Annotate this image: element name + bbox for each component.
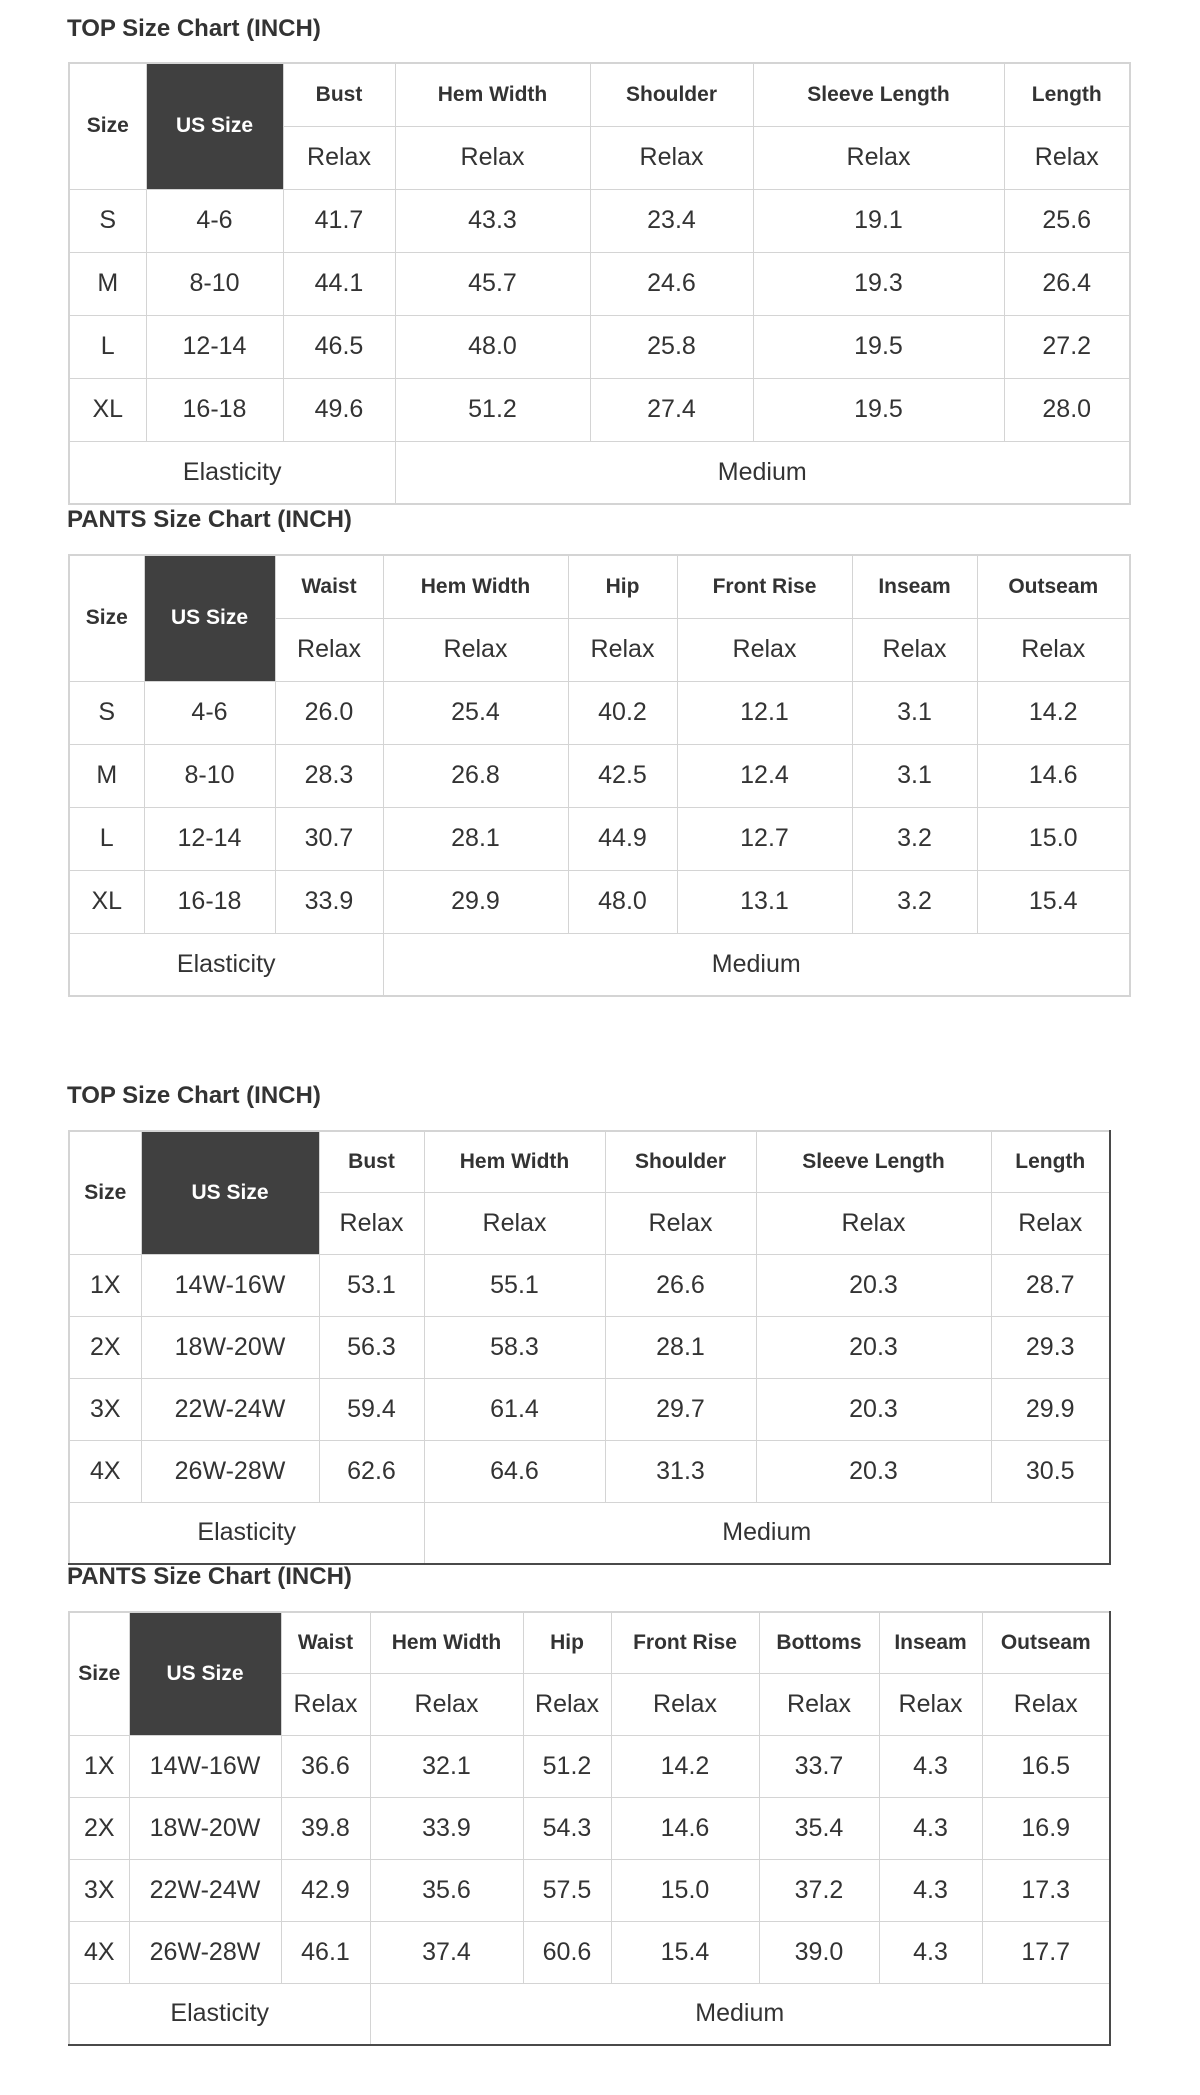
size-cell: 1X	[69, 1735, 129, 1797]
value-cell: 14.6	[611, 1797, 759, 1859]
column-header: Outseam	[982, 1612, 1110, 1673]
value-cell: 29.3	[991, 1316, 1110, 1378]
value-cell: 15.4	[977, 870, 1130, 933]
column-header: Bust	[319, 1131, 424, 1192]
value-cell: 48.0	[568, 870, 677, 933]
value-cell: 25.6	[1004, 189, 1130, 252]
value-cell: 35.6	[370, 1859, 523, 1921]
fit-label: Relax	[1004, 126, 1130, 189]
column-header: Sleeve Length	[753, 63, 1004, 126]
column-header: Waist	[281, 1612, 370, 1673]
us-size-header: US Size	[129, 1612, 281, 1735]
size-header: Size	[69, 1131, 141, 1254]
value-cell: 45.7	[395, 252, 590, 315]
value-cell: 62.6	[319, 1440, 424, 1502]
value-cell: 25.4	[383, 681, 568, 744]
value-cell: 58.3	[424, 1316, 605, 1378]
chart-title: PANTS Size Chart (INCH)	[67, 506, 352, 533]
fit-label: Relax	[991, 1192, 1110, 1254]
size-table	[68, 554, 1131, 997]
value-cell: 17.7	[982, 1921, 1110, 1983]
us-size-cell: 16-18	[144, 870, 275, 933]
column-header: Hem Width	[395, 63, 590, 126]
us-size-cell: 4-6	[146, 189, 283, 252]
chart-title: TOP Size Chart (INCH)	[67, 1082, 321, 1109]
size-table	[68, 1130, 1111, 1565]
column-header: Shoulder	[590, 63, 753, 126]
value-cell: 16.5	[982, 1735, 1110, 1797]
value-cell: 37.2	[759, 1859, 879, 1921]
size-cell: M	[69, 252, 146, 315]
column-header: Front Rise	[611, 1612, 759, 1673]
value-cell: 40.2	[568, 681, 677, 744]
value-cell: 31.3	[605, 1440, 756, 1502]
value-cell: 36.6	[281, 1735, 370, 1797]
us-size-cell: 22W-24W	[141, 1378, 319, 1440]
value-cell: 14.2	[611, 1735, 759, 1797]
fit-label: Relax	[611, 1673, 759, 1735]
fit-label: Relax	[759, 1673, 879, 1735]
value-cell: 55.1	[424, 1254, 605, 1316]
value-cell: 26.6	[605, 1254, 756, 1316]
column-header: Sleeve Length	[756, 1131, 991, 1192]
us-size-cell: 12-14	[146, 315, 283, 378]
fit-label: Relax	[756, 1192, 991, 1254]
column-header: Length	[991, 1131, 1110, 1192]
size-cell: 3X	[69, 1859, 129, 1921]
us-size-cell: 8-10	[146, 252, 283, 315]
value-cell: 20.3	[756, 1316, 991, 1378]
column-header: Inseam	[852, 555, 977, 618]
value-cell: 16.9	[982, 1797, 1110, 1859]
elasticity-label: Elasticity	[69, 1502, 424, 1564]
value-cell: 19.5	[753, 315, 1004, 378]
value-cell: 27.4	[590, 378, 753, 441]
value-cell: 3.2	[852, 807, 977, 870]
size-cell: S	[69, 189, 146, 252]
value-cell: 17.3	[982, 1859, 1110, 1921]
table-row	[69, 1254, 1110, 1316]
elasticity-row	[69, 1983, 1110, 2045]
fit-label: Relax	[753, 126, 1004, 189]
value-cell: 27.2	[1004, 315, 1130, 378]
table-row	[69, 744, 1130, 807]
value-cell: 44.9	[568, 807, 677, 870]
value-cell: 57.5	[523, 1859, 611, 1921]
fit-label: Relax	[395, 126, 590, 189]
table-row	[69, 378, 1130, 441]
value-cell: 19.1	[753, 189, 1004, 252]
us-size-cell: 14W-16W	[129, 1735, 281, 1797]
us-size-cell: 18W-20W	[129, 1797, 281, 1859]
value-cell: 4.3	[879, 1859, 982, 1921]
value-cell: 59.4	[319, 1378, 424, 1440]
table-row	[69, 252, 1130, 315]
fit-label: Relax	[590, 126, 753, 189]
value-cell: 30.7	[275, 807, 383, 870]
value-cell: 60.6	[523, 1921, 611, 1983]
value-cell: 15.4	[611, 1921, 759, 1983]
value-cell: 4.3	[879, 1797, 982, 1859]
value-cell: 20.3	[756, 1254, 991, 1316]
value-cell: 44.1	[283, 252, 395, 315]
fit-label: Relax	[523, 1673, 611, 1735]
size-header: Size	[69, 555, 144, 681]
fit-label: Relax	[283, 126, 395, 189]
value-cell: 3.2	[852, 870, 977, 933]
value-cell: 24.6	[590, 252, 753, 315]
us-size-cell: 18W-20W	[141, 1316, 319, 1378]
table-row	[69, 1735, 1110, 1797]
us-size-cell: 12-14	[144, 807, 275, 870]
value-cell: 19.5	[753, 378, 1004, 441]
value-cell: 51.2	[523, 1735, 611, 1797]
value-cell: 28.0	[1004, 378, 1130, 441]
column-header: Hem Width	[383, 555, 568, 618]
column-header: Hem Width	[370, 1612, 523, 1673]
value-cell: 20.3	[756, 1440, 991, 1502]
us-size-cell: 4-6	[144, 681, 275, 744]
chart-title: PANTS Size Chart (INCH)	[67, 1563, 352, 1590]
value-cell: 43.3	[395, 189, 590, 252]
size-table	[68, 1611, 1111, 2046]
value-cell: 14.2	[977, 681, 1130, 744]
table-row	[69, 1921, 1110, 1983]
value-cell: 39.0	[759, 1921, 879, 1983]
size-header: Size	[69, 63, 146, 189]
column-header: Hip	[568, 555, 677, 618]
column-header: Outseam	[977, 555, 1130, 618]
us-size-cell: 26W-28W	[141, 1440, 319, 1502]
fit-label: Relax	[568, 618, 677, 681]
table-row	[69, 1797, 1110, 1859]
column-header: Hem Width	[424, 1131, 605, 1192]
value-cell: 20.3	[756, 1378, 991, 1440]
value-cell: 28.3	[275, 744, 383, 807]
elasticity-label: Elasticity	[69, 933, 383, 996]
value-cell: 14.6	[977, 744, 1130, 807]
table-row	[69, 1378, 1110, 1440]
table-row	[69, 1316, 1110, 1378]
elasticity-row	[69, 441, 1130, 504]
size-cell: 2X	[69, 1797, 129, 1859]
table-row	[69, 315, 1130, 378]
fit-label: Relax	[424, 1192, 605, 1254]
value-cell: 42.9	[281, 1859, 370, 1921]
value-cell: 51.2	[395, 378, 590, 441]
value-cell: 3.1	[852, 744, 977, 807]
column-header: Front Rise	[677, 555, 852, 618]
value-cell: 12.1	[677, 681, 852, 744]
fit-label: Relax	[370, 1673, 523, 1735]
table-row	[69, 870, 1130, 933]
fit-label: Relax	[605, 1192, 756, 1254]
size-cell: 4X	[69, 1921, 129, 1983]
elasticity-value: Medium	[395, 441, 1130, 504]
value-cell: 15.0	[977, 807, 1130, 870]
value-cell: 61.4	[424, 1378, 605, 1440]
value-cell: 46.1	[281, 1921, 370, 1983]
column-header: Hip	[523, 1612, 611, 1673]
table-row	[69, 1859, 1110, 1921]
value-cell: 39.8	[281, 1797, 370, 1859]
value-cell: 28.1	[605, 1316, 756, 1378]
value-cell: 35.4	[759, 1797, 879, 1859]
value-cell: 29.9	[383, 870, 568, 933]
value-cell: 13.1	[677, 870, 852, 933]
size-header: Size	[69, 1612, 129, 1735]
size-cell: L	[69, 315, 146, 378]
size-cell: S	[69, 681, 144, 744]
value-cell: 26.4	[1004, 252, 1130, 315]
fit-label: Relax	[281, 1673, 370, 1735]
size-cell: 2X	[69, 1316, 141, 1378]
column-header: Shoulder	[605, 1131, 756, 1192]
us-size-cell: 22W-24W	[129, 1859, 281, 1921]
value-cell: 23.4	[590, 189, 753, 252]
value-cell: 64.6	[424, 1440, 605, 1502]
size-cell: 1X	[69, 1254, 141, 1316]
value-cell: 41.7	[283, 189, 395, 252]
value-cell: 42.5	[568, 744, 677, 807]
value-cell: 48.0	[395, 315, 590, 378]
value-cell: 19.3	[753, 252, 1004, 315]
table-row	[69, 1440, 1110, 1502]
fit-label: Relax	[319, 1192, 424, 1254]
fit-label: Relax	[275, 618, 383, 681]
table-row	[69, 681, 1130, 744]
value-cell: 12.4	[677, 744, 852, 807]
elasticity-value: Medium	[383, 933, 1130, 996]
us-size-cell: 8-10	[144, 744, 275, 807]
value-cell: 15.0	[611, 1859, 759, 1921]
elasticity-row	[69, 1502, 1110, 1564]
column-header: Inseam	[879, 1612, 982, 1673]
value-cell: 3.1	[852, 681, 977, 744]
us-size-header: US Size	[144, 555, 275, 681]
us-size-header: US Size	[146, 63, 283, 189]
value-cell: 54.3	[523, 1797, 611, 1859]
size-cell: XL	[69, 378, 146, 441]
fit-label: Relax	[977, 618, 1130, 681]
size-table	[68, 62, 1131, 505]
us-size-cell: 26W-28W	[129, 1921, 281, 1983]
fit-label: Relax	[677, 618, 852, 681]
elasticity-value: Medium	[424, 1502, 1110, 1564]
value-cell: 56.3	[319, 1316, 424, 1378]
column-header: Waist	[275, 555, 383, 618]
table-row	[69, 807, 1130, 870]
us-size-header: US Size	[141, 1131, 319, 1254]
column-header: Bust	[283, 63, 395, 126]
fit-label: Relax	[879, 1673, 982, 1735]
fit-label: Relax	[982, 1673, 1110, 1735]
value-cell: 28.1	[383, 807, 568, 870]
elasticity-label: Elasticity	[69, 441, 395, 504]
fit-label: Relax	[383, 618, 568, 681]
value-cell: 29.9	[991, 1378, 1110, 1440]
value-cell: 32.1	[370, 1735, 523, 1797]
value-cell: 46.5	[283, 315, 395, 378]
value-cell: 37.4	[370, 1921, 523, 1983]
column-header: Length	[1004, 63, 1130, 126]
size-cell: 3X	[69, 1378, 141, 1440]
value-cell: 12.7	[677, 807, 852, 870]
value-cell: 28.7	[991, 1254, 1110, 1316]
value-cell: 30.5	[991, 1440, 1110, 1502]
value-cell: 26.8	[383, 744, 568, 807]
us-size-cell: 14W-16W	[141, 1254, 319, 1316]
value-cell: 33.9	[275, 870, 383, 933]
elasticity-label: Elasticity	[69, 1983, 370, 2045]
us-size-cell: 16-18	[146, 378, 283, 441]
column-header: Bottoms	[759, 1612, 879, 1673]
value-cell: 29.7	[605, 1378, 756, 1440]
value-cell: 4.3	[879, 1735, 982, 1797]
value-cell: 26.0	[275, 681, 383, 744]
size-cell: XL	[69, 870, 144, 933]
value-cell: 4.3	[879, 1921, 982, 1983]
elasticity-value: Medium	[370, 1983, 1110, 2045]
size-cell: M	[69, 744, 144, 807]
value-cell: 49.6	[283, 378, 395, 441]
value-cell: 33.9	[370, 1797, 523, 1859]
value-cell: 53.1	[319, 1254, 424, 1316]
size-cell: L	[69, 807, 144, 870]
table-row	[69, 189, 1130, 252]
size-cell: 4X	[69, 1440, 141, 1502]
fit-label: Relax	[852, 618, 977, 681]
chart-title: TOP Size Chart (INCH)	[67, 15, 321, 42]
value-cell: 25.8	[590, 315, 753, 378]
elasticity-row	[69, 933, 1130, 996]
value-cell: 33.7	[759, 1735, 879, 1797]
